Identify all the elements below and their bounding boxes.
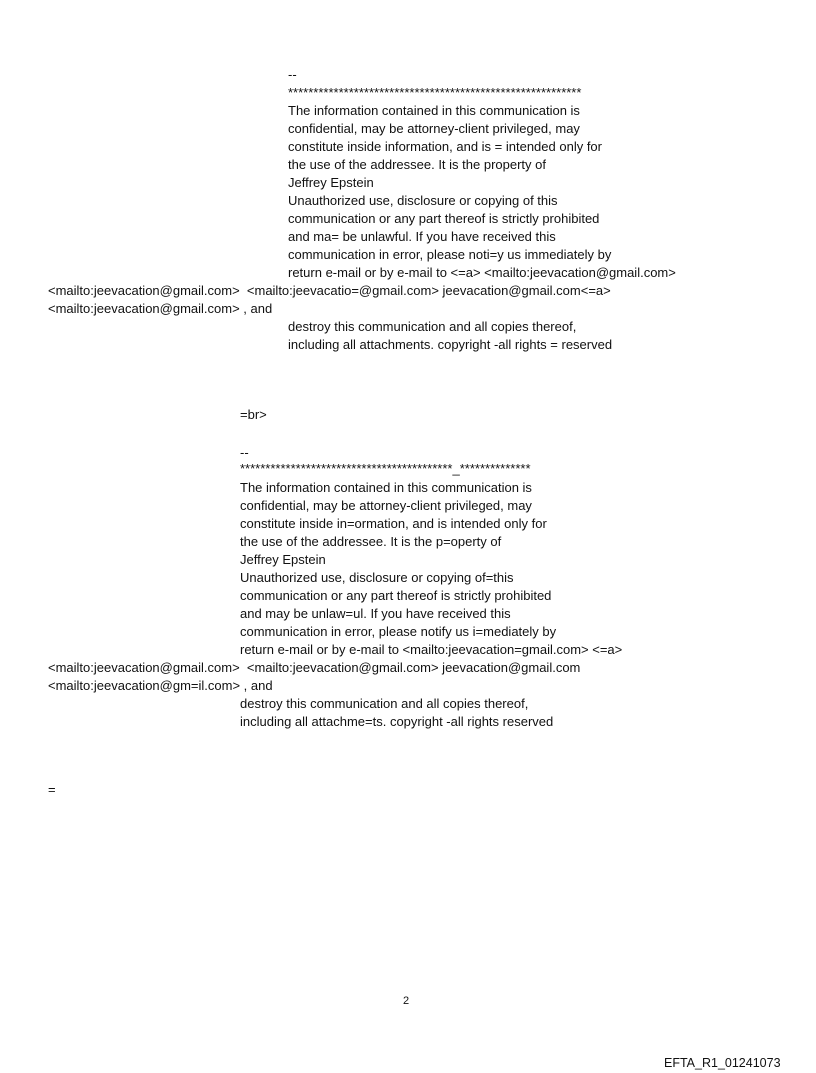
br-fragment: =br> — [240, 407, 267, 422]
separator-stars: ********************************************************** — [288, 85, 582, 100]
separator-stars: ******************************************_************** — [240, 461, 531, 476]
disclaimer-line: return e-mail or by e-mail to <mailto:jeevacation=gmail.com> <=a> — [240, 642, 623, 657]
document-id: EFTA_R1_01241073 — [664, 1056, 781, 1070]
disclaimer-line: including all attachme=ts. copyright -all rights reserved — [240, 714, 554, 729]
disclaimer-line: The information contained in this communication is — [240, 480, 532, 495]
disclaimer-line: communication or any part thereof is strictly prohibited — [240, 588, 552, 603]
disclaimer-line: Unauthorized use, disclosure or copying of this — [288, 193, 558, 208]
disclaimer-line: including all attachments. copyright -all rights = reserved — [288, 337, 613, 352]
disclaimer-line: Jeffrey Epstein — [288, 175, 374, 190]
disclaimer-line: Jeffrey Epstein — [240, 552, 326, 567]
disclaimer-line: return e-mail or by e-mail to <=a> <mailto:jeevacation@gmail.com> — [288, 265, 676, 280]
disclaimer-line: confidential, may be attorney-client privileged, may — [240, 498, 532, 513]
trailing-equals: = — [48, 782, 56, 797]
mailto-line: <mailto:jeevacation@gmail.com> , and — [48, 301, 273, 316]
disclaimer-line: destroy this communication and all copies thereof, — [288, 319, 577, 334]
disclaimer-line: constitute inside in=ormation, and is intended only for — [240, 516, 547, 531]
page-number: 2 — [403, 995, 410, 1007]
separator-dashes: -- — [240, 445, 249, 460]
disclaimer-line: and may be unlaw=ul. If you have received this — [240, 606, 511, 621]
disclaimer-line: communication or any part thereof is strictly prohibited — [288, 211, 600, 226]
disclaimer-line: communication in error, please noti=y us immediately by — [288, 247, 612, 262]
disclaimer-line: the use of the addressee. It is the p=operty of — [240, 534, 502, 549]
disclaimer-line: destroy this communication and all copies thereof, — [240, 696, 529, 711]
disclaimer-line: confidential, may be attorney-client privileged, may — [288, 121, 580, 136]
disclaimer-line: communication in error, please notify us i=mediately by — [240, 624, 557, 639]
disclaimer-line: constitute inside information, and is = intended only for — [288, 139, 602, 154]
disclaimer-line: and ma= be unlawful. If you have received this — [288, 229, 556, 244]
mailto-line: <mailto:jeevacation@gmail.com> <mailto:jeevacatio=@gmail.com> jeevacation@gmail.com<=a> — [48, 283, 611, 298]
disclaimer-line: The information contained in this communication is — [288, 103, 580, 118]
disclaimer-line: Unauthorized use, disclosure or copying of=this — [240, 570, 514, 585]
mailto-line: <mailto:jeevacation@gmail.com> <mailto:jeevacation@gmail.com> jeevacation@gmail.com — [48, 660, 581, 675]
disclaimer-line: the use of the addressee. It is the property of — [288, 157, 546, 172]
mailto-line: <mailto:jeevacation@gm=il.com> , and — [48, 678, 273, 693]
separator-dashes: -- — [288, 67, 297, 82]
